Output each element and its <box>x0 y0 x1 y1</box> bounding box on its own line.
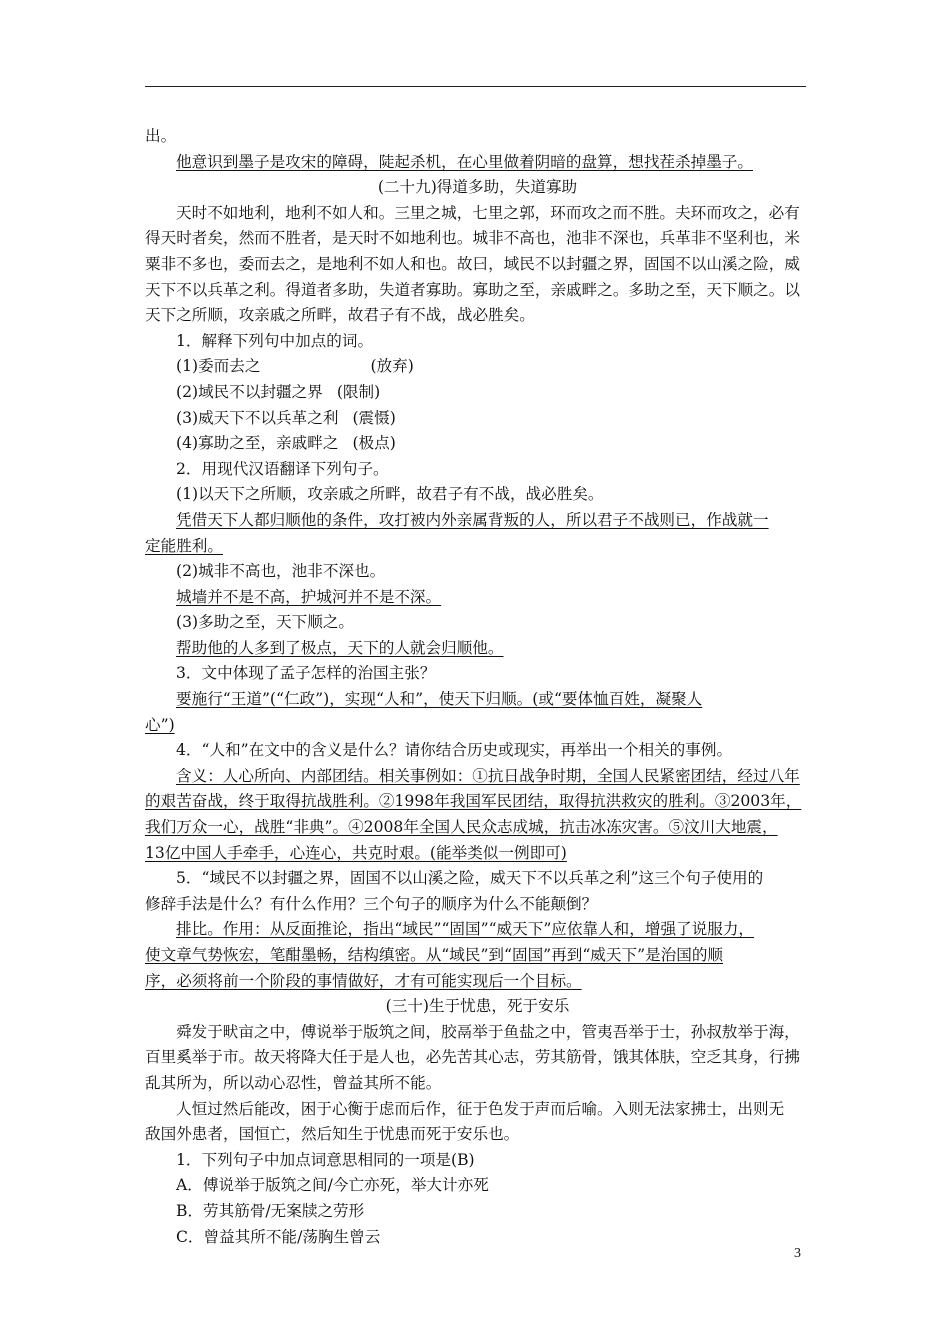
q1-prompt: 1．解释下列句中加点的词。 <box>176 331 374 350</box>
q1-item <box>145 431 810 457</box>
q1-item <box>145 406 810 432</box>
q3-answer: 要施行“王道”(“仁政”)，实现“人和”，使天下归顺。(或“要体恤百姓，凝聚人 <box>176 690 703 709</box>
s30-q1-option-c: C．曾益其所不能/荡胸生曾云 <box>176 1227 381 1246</box>
q2-sentence-2: (2)城非不高也，池非不深也。 <box>176 562 386 581</box>
section30-para2-line: 人恒过然后能改，困于心衡于虑而后作，征于色发于声而后喻。入则无法家拂士，出则无 <box>176 1099 785 1118</box>
q4-answer-cont: 的艰苦奋战，终于取得抗战胜利。②1998年我国军民团结，取得抗洪救灾的胜利。③2003年， <box>145 792 802 811</box>
q1-item-text: (4)寡助之至，亲戚畔之 <box>176 434 339 453</box>
q5-answer-cont: 序，必须将前一个阶段的事情做好，才有可能实现后一个目标。 <box>145 971 582 990</box>
section29-passage-line: 得天时者矣，然而不胜者，是天时不如地利也。城非不高也，池非不深也，兵革非不坚利也，米 <box>145 229 800 248</box>
q1-item-answer: (震慑) <box>352 408 396 427</box>
section30-para1-line: 乱其所为，所以动心忍性，曾益其所不能。 <box>145 1073 442 1092</box>
page-number: 3 <box>794 1246 801 1261</box>
q5-answer-cont: 使文章气势恢宏，笔酣墨畅，结构缜密。从“域民”到“固国”再到“威天下”是治国的顺 <box>145 946 724 964</box>
q1-item-answer: (限制) <box>336 382 381 401</box>
section29-passage-line: 天下不以兵革之利。得道者多助，失道者寡助。寡助之至，亲戚畔之。多助之至，天下顺之。以 <box>145 280 800 299</box>
s30-q1-option-b: B．劳其筋骨/无案牍之劳形 <box>176 1201 365 1220</box>
q2-sentence-3: (3)多助之至，天下顺之。 <box>176 613 355 632</box>
section30-para1-line: 舜发于畎亩之中，傅说举于版筑之间，胶鬲举于鱼盐之中，管夷吾举于士，孙叔敖举于海， <box>176 1022 800 1041</box>
section29-passage-line: 粟非不多也，委而去之，是地利不如人和也。故曰，域民不以封疆之界，固国不以山溪之险，威 <box>145 254 800 273</box>
page-content <box>145 124 810 1250</box>
header-rule <box>145 86 806 87</box>
q4-answer-cont: 13亿中国人手牵手，心连心，共克时艰。(能举类似一例即可) <box>145 843 567 862</box>
q4-answer: 含义：人心所向、内部团结。相关事例如：①抗日战争时期，全国人民紧密团结，经过八年 <box>176 766 800 785</box>
section29-passage-line: 天下之所顺，攻亲戚之所畔，故君子有不战，战必胜矣。 <box>145 306 535 325</box>
q2-answer-2: 城墙并不是不高，护城河并不是不深。 <box>176 587 442 606</box>
q2-answer-3: 帮助他的人多到了极点，天下的人就会归顺他。 <box>176 638 504 657</box>
s30-q1-option-a: A．傅说举于版筑之间/今亡亦死，举大计亦死 <box>176 1176 489 1195</box>
section29-passage-line: 天时不如地利，地利不如人和。三里之城，七里之郭，环而攻之而不胜。夫环而攻之，必有 <box>176 203 800 222</box>
q2-answer-1: 凭借天下人都归顺他的条件，攻打被内外亲属背叛的人，所以君子不战则已，作战就一 <box>176 510 769 529</box>
q2-prompt: 2．用现代汉语翻译下列句子。 <box>176 459 389 478</box>
section30-para1-line: 百里奚举于市。故天将降大任于是人也，必先苦其心志，劳其筋骨，饿其体肤，空乏其身，行拂 <box>145 1048 800 1067</box>
q5-answer: 排比。作用：从反面推论，指出“域民”“固国”“威天下”应依靠人和，增强了说服力， <box>176 920 755 939</box>
s30-q1-prompt: 1．下列句子中加点词意思相同的一项是(B) <box>176 1150 475 1169</box>
q5-prompt-cont: 修辞手法是什么？有什么作用？三个句子的顺序为什么不能颠倒？ <box>145 894 598 913</box>
q1-item-answer: (放弃) <box>370 357 414 376</box>
q1-item-text: (2)域民不以封疆之界 <box>176 382 323 401</box>
q4-answer-cont: 我们万众一心，战胜“非典”。④2008年全国人民众志成城，抗击冰冻灾害。⑤汶川大地震， <box>145 818 778 837</box>
q2-sentence-1: (1)以天下之所顺，攻亲戚之所畔，故君子有不战，战必胜矣。 <box>176 485 604 504</box>
q1-item <box>145 354 810 380</box>
q1-item-text: (3)威天下不以兵革之利 <box>176 408 339 427</box>
q5-prompt: 5．“域民不以封疆之界，固国不以山溪之险，威天下不以兵革之利”这三个句子使用的 <box>176 869 764 888</box>
section30-para2-line: 敌国外患者，国恒亡，然后知生于忧患而死于安乐也。 <box>145 1125 520 1144</box>
q4-prompt: 4．“人和”在文中的含义是什么？请你结合历史或现实，再举出一个相关的事例。 <box>176 741 733 760</box>
q1-item-answer: (极点) <box>352 434 396 453</box>
q3-prompt: 3．文中体现了孟子怎样的治国主张？ <box>176 664 436 683</box>
section30-title: (三十)生于忧患，死于安乐 <box>385 997 570 1016</box>
q1-item-text: (1)委而去之 <box>176 357 261 376</box>
q2-answer-1-cont: 定能胜利。 <box>145 536 223 555</box>
intro-tail: 出。 <box>145 127 177 145</box>
q3-answer-cont: 心”) <box>145 715 175 734</box>
intro-answer: 他意识到墨子是攻宋的障碍，陡起杀机，在心里做着阴暗的盘算，想找茬杀掉墨子。 <box>176 152 753 171</box>
section29-title: (二十九)得道多助，失道寡助 <box>377 178 578 197</box>
q1-item <box>145 380 810 406</box>
